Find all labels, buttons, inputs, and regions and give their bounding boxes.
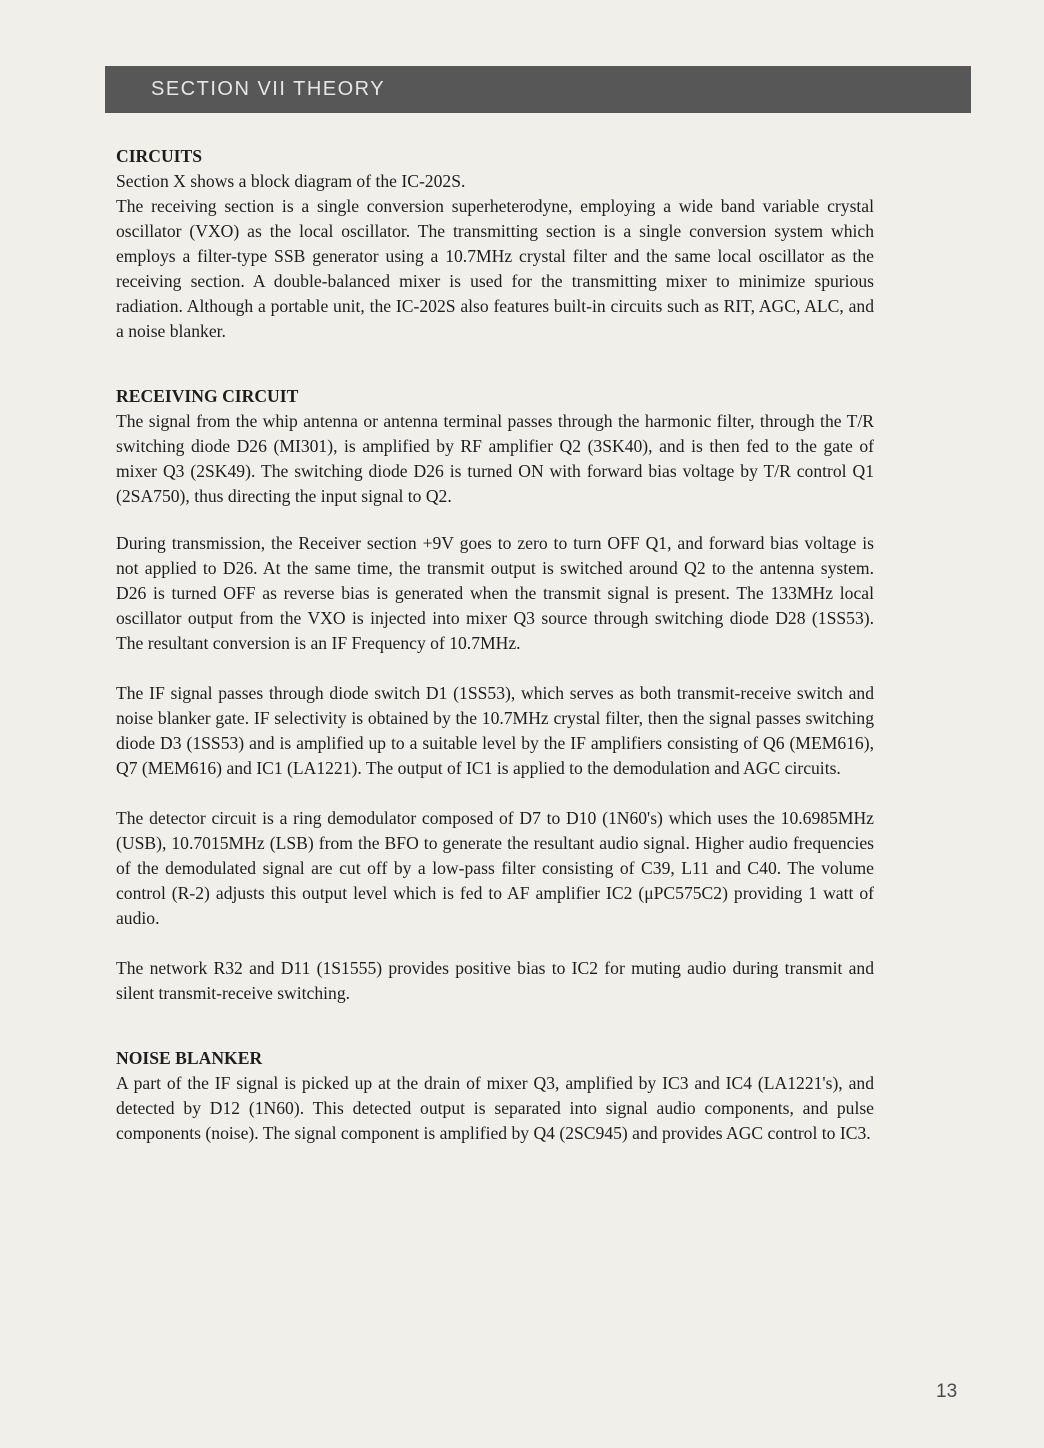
receiving-paragraph-3: The IF signal passes through diode switch D1 (1SS53), which serves as both transmit-receive switch and noise blanker gate. IF selectivity is obtained by the 10.7MHz crystal filter, then the signal passes switching diode D3 (1SS53) and is amplified up to a suitable level by the IF amplifiers consisting of Q6 (MEM616), Q7 (MEM616) and IC1 (LA1221). The output of IC1 is applied to the demodulation and AGC circuits. <box>116 683 874 778</box>
receiving-circuit-heading: RECEIVING CIRCUIT <box>116 386 299 406</box>
page-body <box>116 144 874 1146</box>
page-number: 13 <box>936 1381 958 1402</box>
noise-blanker-paragraph-1: A part of the IF signal is picked up at the drain of mixer Q3, amplified by IC3 and IC4 (LA1221's), and detected by D12 (1N60). This detected output is separated into signal audio components, and pulse components (noise). The signal component is amplified by Q4 (2SC945) and provides AGC control to IC3. <box>116 1073 874 1143</box>
receiving-paragraph-5: The network R32 and D11 (1S1555) provides positive bias to IC2 for muting audio during transmit and silent transmit-receive switching. <box>116 958 874 1003</box>
receiving-paragraph-4: The detector circuit is a ring demodulator composed of D7 to D10 (1N60's) which uses the 10.6985MHz (USB), 10.7015MHz (LSB) from the BFO to generate the resultant audio signal. Higher audio frequencies of the demodulated signal are cut off by a low-pass filter consisting of C39, L11 and C40. The volume control (R-2) adjusts this output level which is fed to AF amplifier IC2 (μPC575C2) providing 1 watt of audio. <box>116 808 874 928</box>
section-title: SECTION VII THEORY <box>151 78 386 100</box>
circuits-paragraph-1: Section X shows a block diagram of the IC-202S. <box>116 171 466 191</box>
section-banner <box>105 66 971 113</box>
receiving-paragraph-1: The signal from the whip antenna or antenna terminal passes through the harmonic filter, through the T/R switching diode D26 (MI301), is amplified by RF amplifier Q2 (3SK40), and is then fed to the gate of mixer Q3 (2SK49). The switching diode D26 is turned ON with forward bias voltage by T/R control Q1 (2SA750), thus directing the input signal to Q2. <box>116 411 874 506</box>
circuits-heading: CIRCUITS <box>116 146 203 166</box>
receiving-paragraph-2: During transmission, the Receiver section +9V goes to zero to turn OFF Q1, and forward bias voltage is not applied to D26. At the same time, the transmit output is switched around Q2 to the antenna system. D26 is turned OFF as reverse bias is generated when the transmit signal is present. The 133MHz local oscillator output from the VXO is injected into mixer Q3 source through switching diode D28 (1SS53). The resultant conversion is an IF Frequency of 10.7MHz. <box>116 533 874 653</box>
circuits-paragraph-2: The receiving section is a single conversion superheterodyne, employing a wide band variable crystal oscillator (VXO) as the local oscillator. The transmitting section is a single conversion system which employs a filter-type SSB generator using a 10.7MHz crystal filter and the same local oscillator as the receiving section. A double-balanced mixer is used for the transmitting mixer to minimize spurious radiation. Although a portable unit, the IC-202S also features built-in circuits such as RIT, AGC, ALC, and a noise blanker. <box>116 196 874 341</box>
noise-blanker-heading: NOISE BLANKER <box>116 1048 263 1068</box>
